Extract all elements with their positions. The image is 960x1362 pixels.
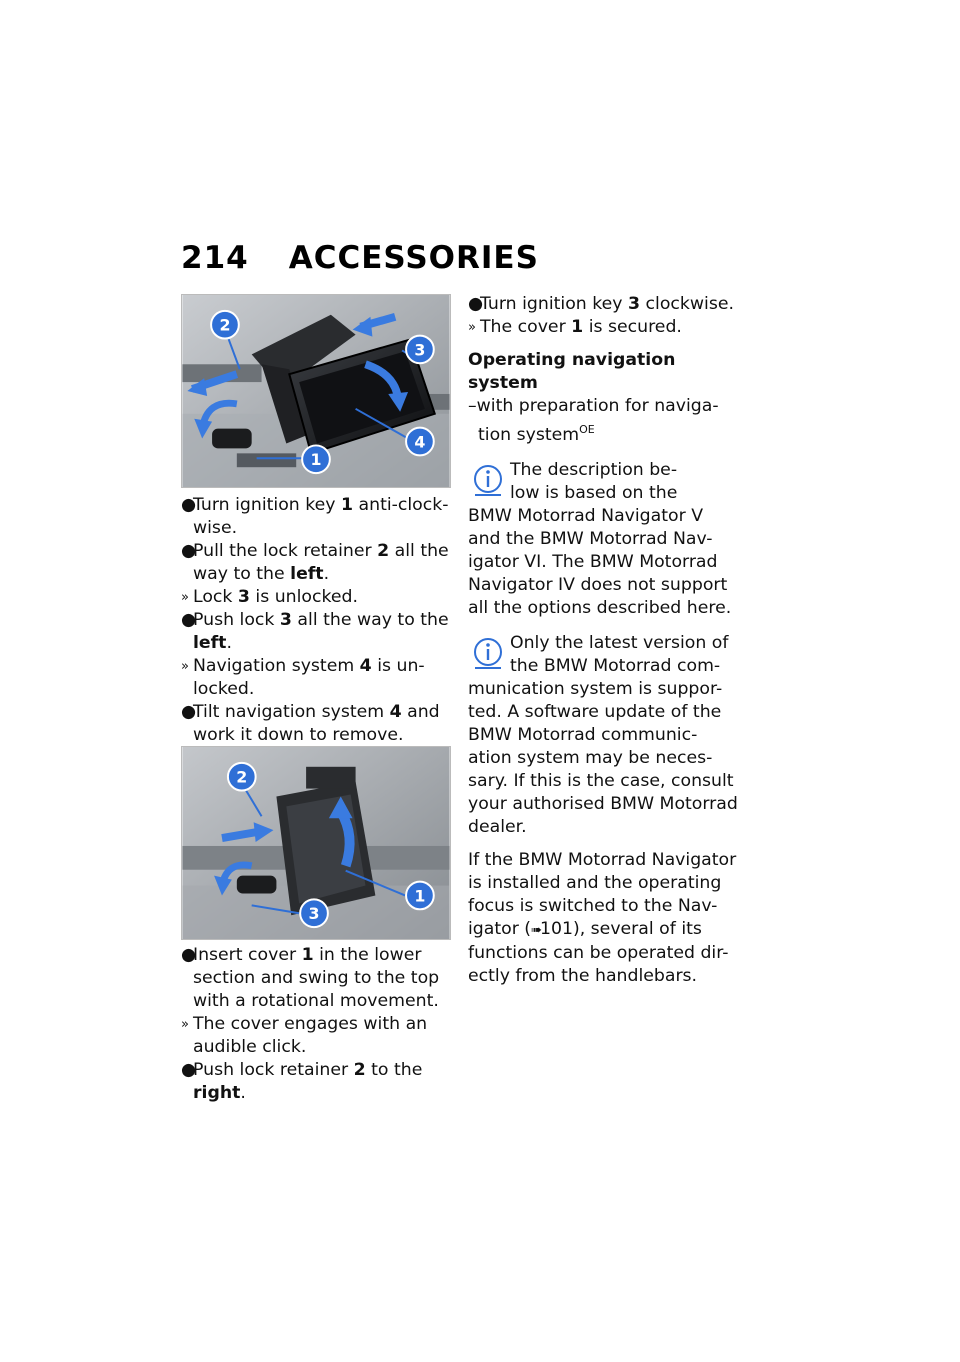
- page-header: [181, 240, 539, 276]
- info-note-1: The description be- low is based on the BMW Motorrad Navigator V and the BMW Motorrad Nav- igator VI. The BMW Motorrad Navigator IV does not support all the options described here.: [468, 459, 732, 618]
- section-subheading: –with preparation for naviga- tion system$^{OE}$: [468, 396, 719, 445]
- installation-steps: [181, 944, 456, 1105]
- step-push-lock: ● Push lock 3 all the way to the left.: [181, 610, 449, 653]
- step-tilt-nav: ● Tilt navigation system 4 and work it down to remove.: [181, 702, 440, 745]
- info-note-2: Only the latest version of the BMW Motorrad com- munication system is suppor- ted. A software update of the BMW Motorrad communic- ation system may be neces- sary. If this is the case, consult your authorised BMW Motorrad dealer.: [468, 632, 738, 837]
- navigator-paragraph: If the BMW Motorrad Navigator is installed and the operating focus is switched to the Nav- igator (➠101), several of its functions can be operated dir- ectly from the handlebars.: [468, 849, 737, 986]
- step-push-retainer: ● Push lock retainer 2 to the right.: [181, 1060, 423, 1103]
- result-cover-secured: » The cover 1 is secured.: [468, 317, 682, 337]
- svg-text:3: 3: [308, 904, 320, 924]
- result-cover-engages: » The cover engages with an audible click.: [181, 1014, 428, 1057]
- result-nav-unlocked: » Navigation system 4 is un- locked.: [181, 656, 425, 699]
- step-turn-key-clockwise: ● Turn ignition key 3 clockwise.: [468, 294, 734, 314]
- callout-3: [300, 899, 328, 927]
- page-number: 214: [181, 240, 249, 276]
- removal-steps: [181, 494, 456, 747]
- svg-text:1: 1: [414, 886, 426, 906]
- step-insert-cover: ● Insert cover 1 in the lower section and swing to the top with a rotational movement.: [181, 945, 440, 1011]
- right-column: [468, 293, 748, 988]
- figure-illustration: [182, 295, 450, 487]
- info-icon: [468, 461, 508, 501]
- callout-3: [406, 336, 434, 364]
- step-turn-key: ● Turn ignition key 1 anti-clock- wise.: [181, 495, 449, 538]
- callout-2: [211, 311, 239, 339]
- result-lock-unlocked: » Lock 3 is unlocked.: [181, 587, 358, 607]
- figure-insert-cover: [181, 746, 451, 940]
- figure-remove-navigator: [181, 294, 451, 488]
- callout-1: [406, 882, 434, 910]
- step-pull-retainer: ● Pull the lock retainer 2 all the way to the left.: [181, 541, 449, 584]
- page-reference[interactable]: 101), several of its: [539, 918, 702, 939]
- page-title: ACCESSORIES: [288, 240, 539, 276]
- figure-illustration: [182, 747, 450, 939]
- callout-2: [228, 763, 256, 791]
- svg-text:3: 3: [414, 340, 426, 360]
- callout-4: [406, 428, 434, 456]
- callout-1: [302, 445, 330, 473]
- svg-text:4: 4: [414, 432, 426, 452]
- info-icon: [468, 634, 508, 674]
- svg-text:1: 1: [310, 450, 322, 470]
- section-heading: Operating navigation system: [468, 350, 676, 393]
- svg-text:2: 2: [236, 767, 248, 787]
- svg-text:2: 2: [219, 315, 231, 335]
- page-reference-arrow-icon: ➠: [531, 922, 540, 938]
